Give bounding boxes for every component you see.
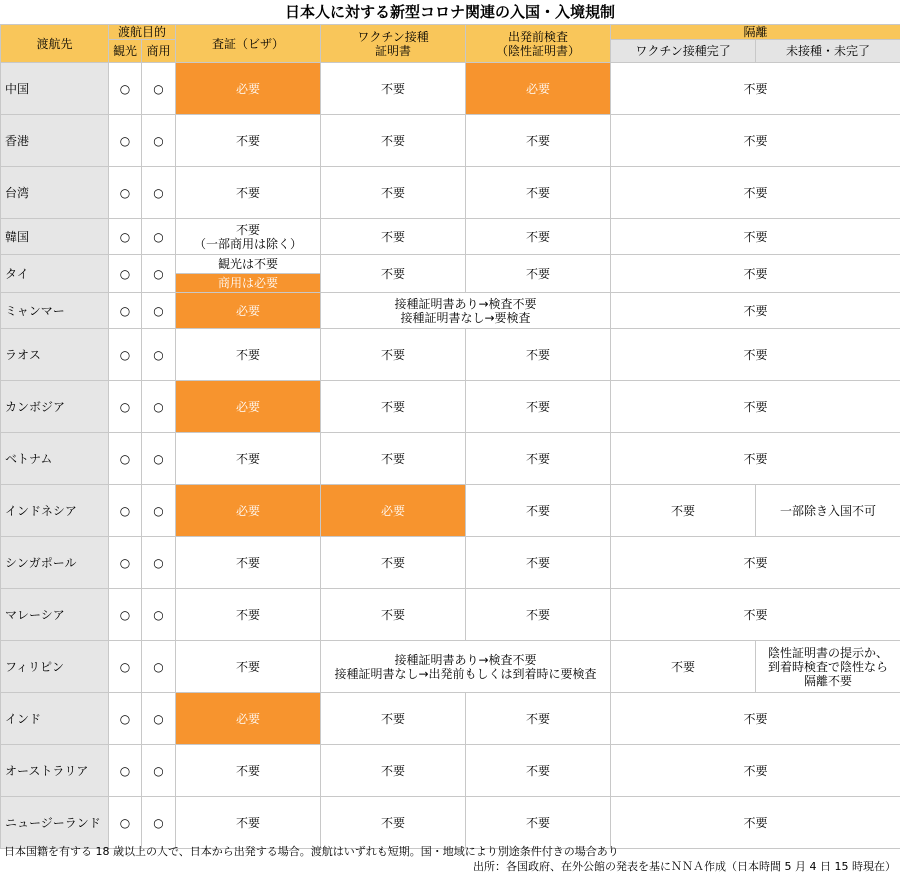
- sightseeing-mark: ○: [109, 797, 142, 849]
- visa-cell: 不要: [176, 589, 321, 641]
- sightseeing-mark: ○: [109, 641, 142, 693]
- sightseeing-mark: ○: [109, 167, 142, 219]
- header-pre-test: [466, 25, 611, 63]
- table-row: [1, 167, 900, 219]
- quarantine-cell: 不要: [611, 63, 900, 115]
- sightseeing-mark: ○: [109, 485, 142, 537]
- vaccine-cert-cell: 不要: [321, 589, 466, 641]
- pre-test-cell: 必要: [466, 63, 611, 115]
- vaccine-cert-cell: 不要: [321, 745, 466, 797]
- philippines-unvax-line1: 陰性証明書の提示か、: [768, 645, 889, 660]
- business-mark: ○: [142, 433, 176, 485]
- vaccine-cert-cell: 不要: [321, 433, 466, 485]
- sightseeing-mark: ○: [109, 63, 142, 115]
- table-row: [1, 255, 900, 274]
- pre-test-cell: 不要: [466, 115, 611, 167]
- korea-visa-line2: （一部商用は除く）: [194, 236, 303, 251]
- myanmar-cert-line1: 接種証明書あり→検査不要: [394, 296, 537, 311]
- visa-cell: 必要: [176, 485, 321, 537]
- myanmar-cert-line2: 接種証明書なし→要検査: [400, 310, 531, 325]
- header-vaccine-cert-line2: 証明書: [375, 43, 412, 58]
- quarantine-cell: 不要: [611, 433, 900, 485]
- table-row: [1, 537, 900, 589]
- visa-cell: 不要: [176, 537, 321, 589]
- sightseeing-mark: ○: [109, 293, 142, 329]
- vaccine-cert-cell: 不要: [321, 255, 466, 293]
- pre-test-cell: 不要: [466, 219, 611, 255]
- header-quarantine: 隔離: [611, 25, 900, 40]
- business-mark: ○: [142, 485, 176, 537]
- business-mark: ○: [142, 641, 176, 693]
- header-quarantine-unvaccinated: 未接種・未完了: [756, 40, 900, 63]
- cert-test-merged-cell: [321, 641, 611, 693]
- table-row: [1, 433, 900, 485]
- business-mark: ○: [142, 693, 176, 745]
- sightseeing-mark: ○: [109, 329, 142, 381]
- business-mark: ○: [142, 381, 176, 433]
- country-name: ニュージーランド: [1, 797, 109, 849]
- country-name: シンガポール: [1, 537, 109, 589]
- country-name: ラオス: [1, 329, 109, 381]
- visa-cell: 不要: [176, 329, 321, 381]
- country-name: インドネシア: [1, 485, 109, 537]
- pre-test-cell: 不要: [466, 167, 611, 219]
- quarantine-unvaccinated-cell: [756, 641, 900, 693]
- vaccine-cert-cell: 不要: [321, 329, 466, 381]
- quarantine-cell: 不要: [611, 219, 900, 255]
- korea-visa-line1: 不要: [236, 222, 261, 237]
- footnote-text: 日本国籍を有する 18 歳以上の人で、日本から出発する場合。渡航はいずれも短期。国・地域により別途条件付きの場合あり: [4, 845, 619, 858]
- country-name: インド: [1, 693, 109, 745]
- pre-test-cell: 不要: [466, 381, 611, 433]
- vaccine-cert-cell: 不要: [321, 693, 466, 745]
- sightseeing-mark: ○: [109, 537, 142, 589]
- table-row: [1, 219, 900, 255]
- pre-test-cell: 不要: [466, 255, 611, 293]
- table-row: [1, 797, 900, 849]
- table-row: [1, 115, 900, 167]
- quarantine-cell: 不要: [611, 745, 900, 797]
- table-row: [1, 63, 900, 115]
- country-name: 韓国: [1, 219, 109, 255]
- visa-cell: 不要: [176, 167, 321, 219]
- vaccine-cert-cell: 必要: [321, 485, 466, 537]
- sightseeing-mark: ○: [109, 433, 142, 485]
- pre-test-cell: 不要: [466, 745, 611, 797]
- visa-cell: 不要: [176, 641, 321, 693]
- quarantine-unvaccinated-cell: 一部除き入国不可: [756, 485, 900, 537]
- quarantine-cell: 不要: [611, 167, 900, 219]
- vaccine-cert-cell: 不要: [321, 381, 466, 433]
- business-mark: ○: [142, 63, 176, 115]
- table-row: [1, 293, 900, 329]
- business-mark: ○: [142, 115, 176, 167]
- thai-visa-sightseeing: 観光は不要: [176, 255, 321, 274]
- vaccine-cert-cell: 不要: [321, 219, 466, 255]
- sightseeing-mark: ○: [109, 381, 142, 433]
- table-row: [1, 745, 900, 797]
- country-name: ミャンマー: [1, 293, 109, 329]
- visa-cell: 必要: [176, 63, 321, 115]
- sightseeing-mark: ○: [109, 219, 142, 255]
- country-name: 香港: [1, 115, 109, 167]
- quarantine-cell: 不要: [611, 329, 900, 381]
- business-mark: ○: [142, 255, 176, 293]
- quarantine-vaccinated-cell: 不要: [611, 641, 756, 693]
- header-vaccine-cert: [321, 25, 466, 63]
- country-name: マレーシア: [1, 589, 109, 641]
- country-name: オーストラリア: [1, 745, 109, 797]
- country-name: フィリピン: [1, 641, 109, 693]
- table-row: [1, 693, 900, 745]
- visa-cell: 必要: [176, 381, 321, 433]
- quarantine-vaccinated-cell: 不要: [611, 485, 756, 537]
- quarantine-cell: 不要: [611, 255, 900, 293]
- quarantine-cell: 不要: [611, 537, 900, 589]
- visa-cell: [176, 219, 321, 255]
- sightseeing-mark: ○: [109, 115, 142, 167]
- sightseeing-mark: ○: [109, 745, 142, 797]
- country-name: タイ: [1, 255, 109, 293]
- philippines-cert-line1: 接種証明書あり→検査不要: [394, 652, 537, 667]
- sightseeing-mark: ○: [109, 589, 142, 641]
- vaccine-cert-cell: 不要: [321, 63, 466, 115]
- business-mark: ○: [142, 537, 176, 589]
- quarantine-cell: 不要: [611, 797, 900, 849]
- quarantine-cell: 不要: [611, 381, 900, 433]
- quarantine-cell: 不要: [611, 115, 900, 167]
- visa-cell: 不要: [176, 115, 321, 167]
- header-purpose: 渡航目的: [109, 25, 176, 40]
- country-name: カンボジア: [1, 381, 109, 433]
- pre-test-cell: 不要: [466, 537, 611, 589]
- header-quarantine-vaccinated: ワクチン接種完了: [611, 40, 756, 63]
- sightseeing-mark: ○: [109, 255, 142, 293]
- business-mark: ○: [142, 167, 176, 219]
- table-row: [1, 329, 900, 381]
- vaccine-cert-cell: 不要: [321, 115, 466, 167]
- sightseeing-mark: ○: [109, 693, 142, 745]
- table-row: [1, 589, 900, 641]
- philippines-cert-line2: 接種証明書なし→出発前もしくは到着時に要検査: [334, 666, 597, 681]
- header-pre-test-line1: 出発前検査: [508, 29, 569, 44]
- quarantine-cell: 不要: [611, 293, 900, 329]
- vaccine-cert-cell: 不要: [321, 167, 466, 219]
- pre-test-cell: 不要: [466, 329, 611, 381]
- visa-cell: 不要: [176, 797, 321, 849]
- pre-test-cell: 不要: [466, 433, 611, 485]
- footnote-block: [4, 844, 896, 874]
- philippines-unvax-line3: 隔離不要: [804, 673, 853, 688]
- philippines-unvax-line2: 到着時検査で陰性なら: [768, 659, 889, 674]
- header-vaccine-cert-line1: ワクチン接種: [357, 29, 429, 44]
- restrictions-table: [0, 24, 900, 849]
- quarantine-cell: 不要: [611, 589, 900, 641]
- visa-cell: 必要: [176, 693, 321, 745]
- header-purpose-sightseeing: 観光: [109, 40, 142, 63]
- pre-test-cell: 不要: [466, 485, 611, 537]
- source-text: 出所：各国政府、在外公館の発表を基にＮＮＡ作成（日本時間 5 月 4 日 15 時現在）: [473, 860, 896, 873]
- business-mark: ○: [142, 219, 176, 255]
- visa-cell: 必要: [176, 293, 321, 329]
- table-row: [1, 641, 900, 693]
- table-row: [1, 485, 900, 537]
- header-visa: 査証（ビザ）: [176, 25, 321, 63]
- pre-test-cell: 不要: [466, 797, 611, 849]
- table-title: 日本人に対する新型コロナ関連の入国・入境規制: [284, 3, 615, 21]
- country-name: 中国: [1, 63, 109, 115]
- vaccine-cert-cell: 不要: [321, 797, 466, 849]
- quarantine-cell: 不要: [611, 693, 900, 745]
- thai-visa-business: 商用は必要: [176, 274, 321, 293]
- country-name: 台湾: [1, 167, 109, 219]
- business-mark: ○: [142, 797, 176, 849]
- header-destination: 渡航先: [1, 25, 109, 63]
- pre-test-cell: 不要: [466, 693, 611, 745]
- country-name: ベトナム: [1, 433, 109, 485]
- table-row: [1, 381, 900, 433]
- business-mark: ○: [142, 745, 176, 797]
- visa-cell: 不要: [176, 433, 321, 485]
- header-pre-test-line2: （陰性証明書）: [496, 43, 581, 58]
- business-mark: ○: [142, 589, 176, 641]
- vaccine-cert-cell: 不要: [321, 537, 466, 589]
- business-mark: ○: [142, 293, 176, 329]
- pre-test-cell: 不要: [466, 589, 611, 641]
- header-purpose-business: 商用: [142, 40, 176, 63]
- visa-cell: 不要: [176, 745, 321, 797]
- cert-test-merged-cell: [321, 293, 611, 329]
- business-mark: ○: [142, 329, 176, 381]
